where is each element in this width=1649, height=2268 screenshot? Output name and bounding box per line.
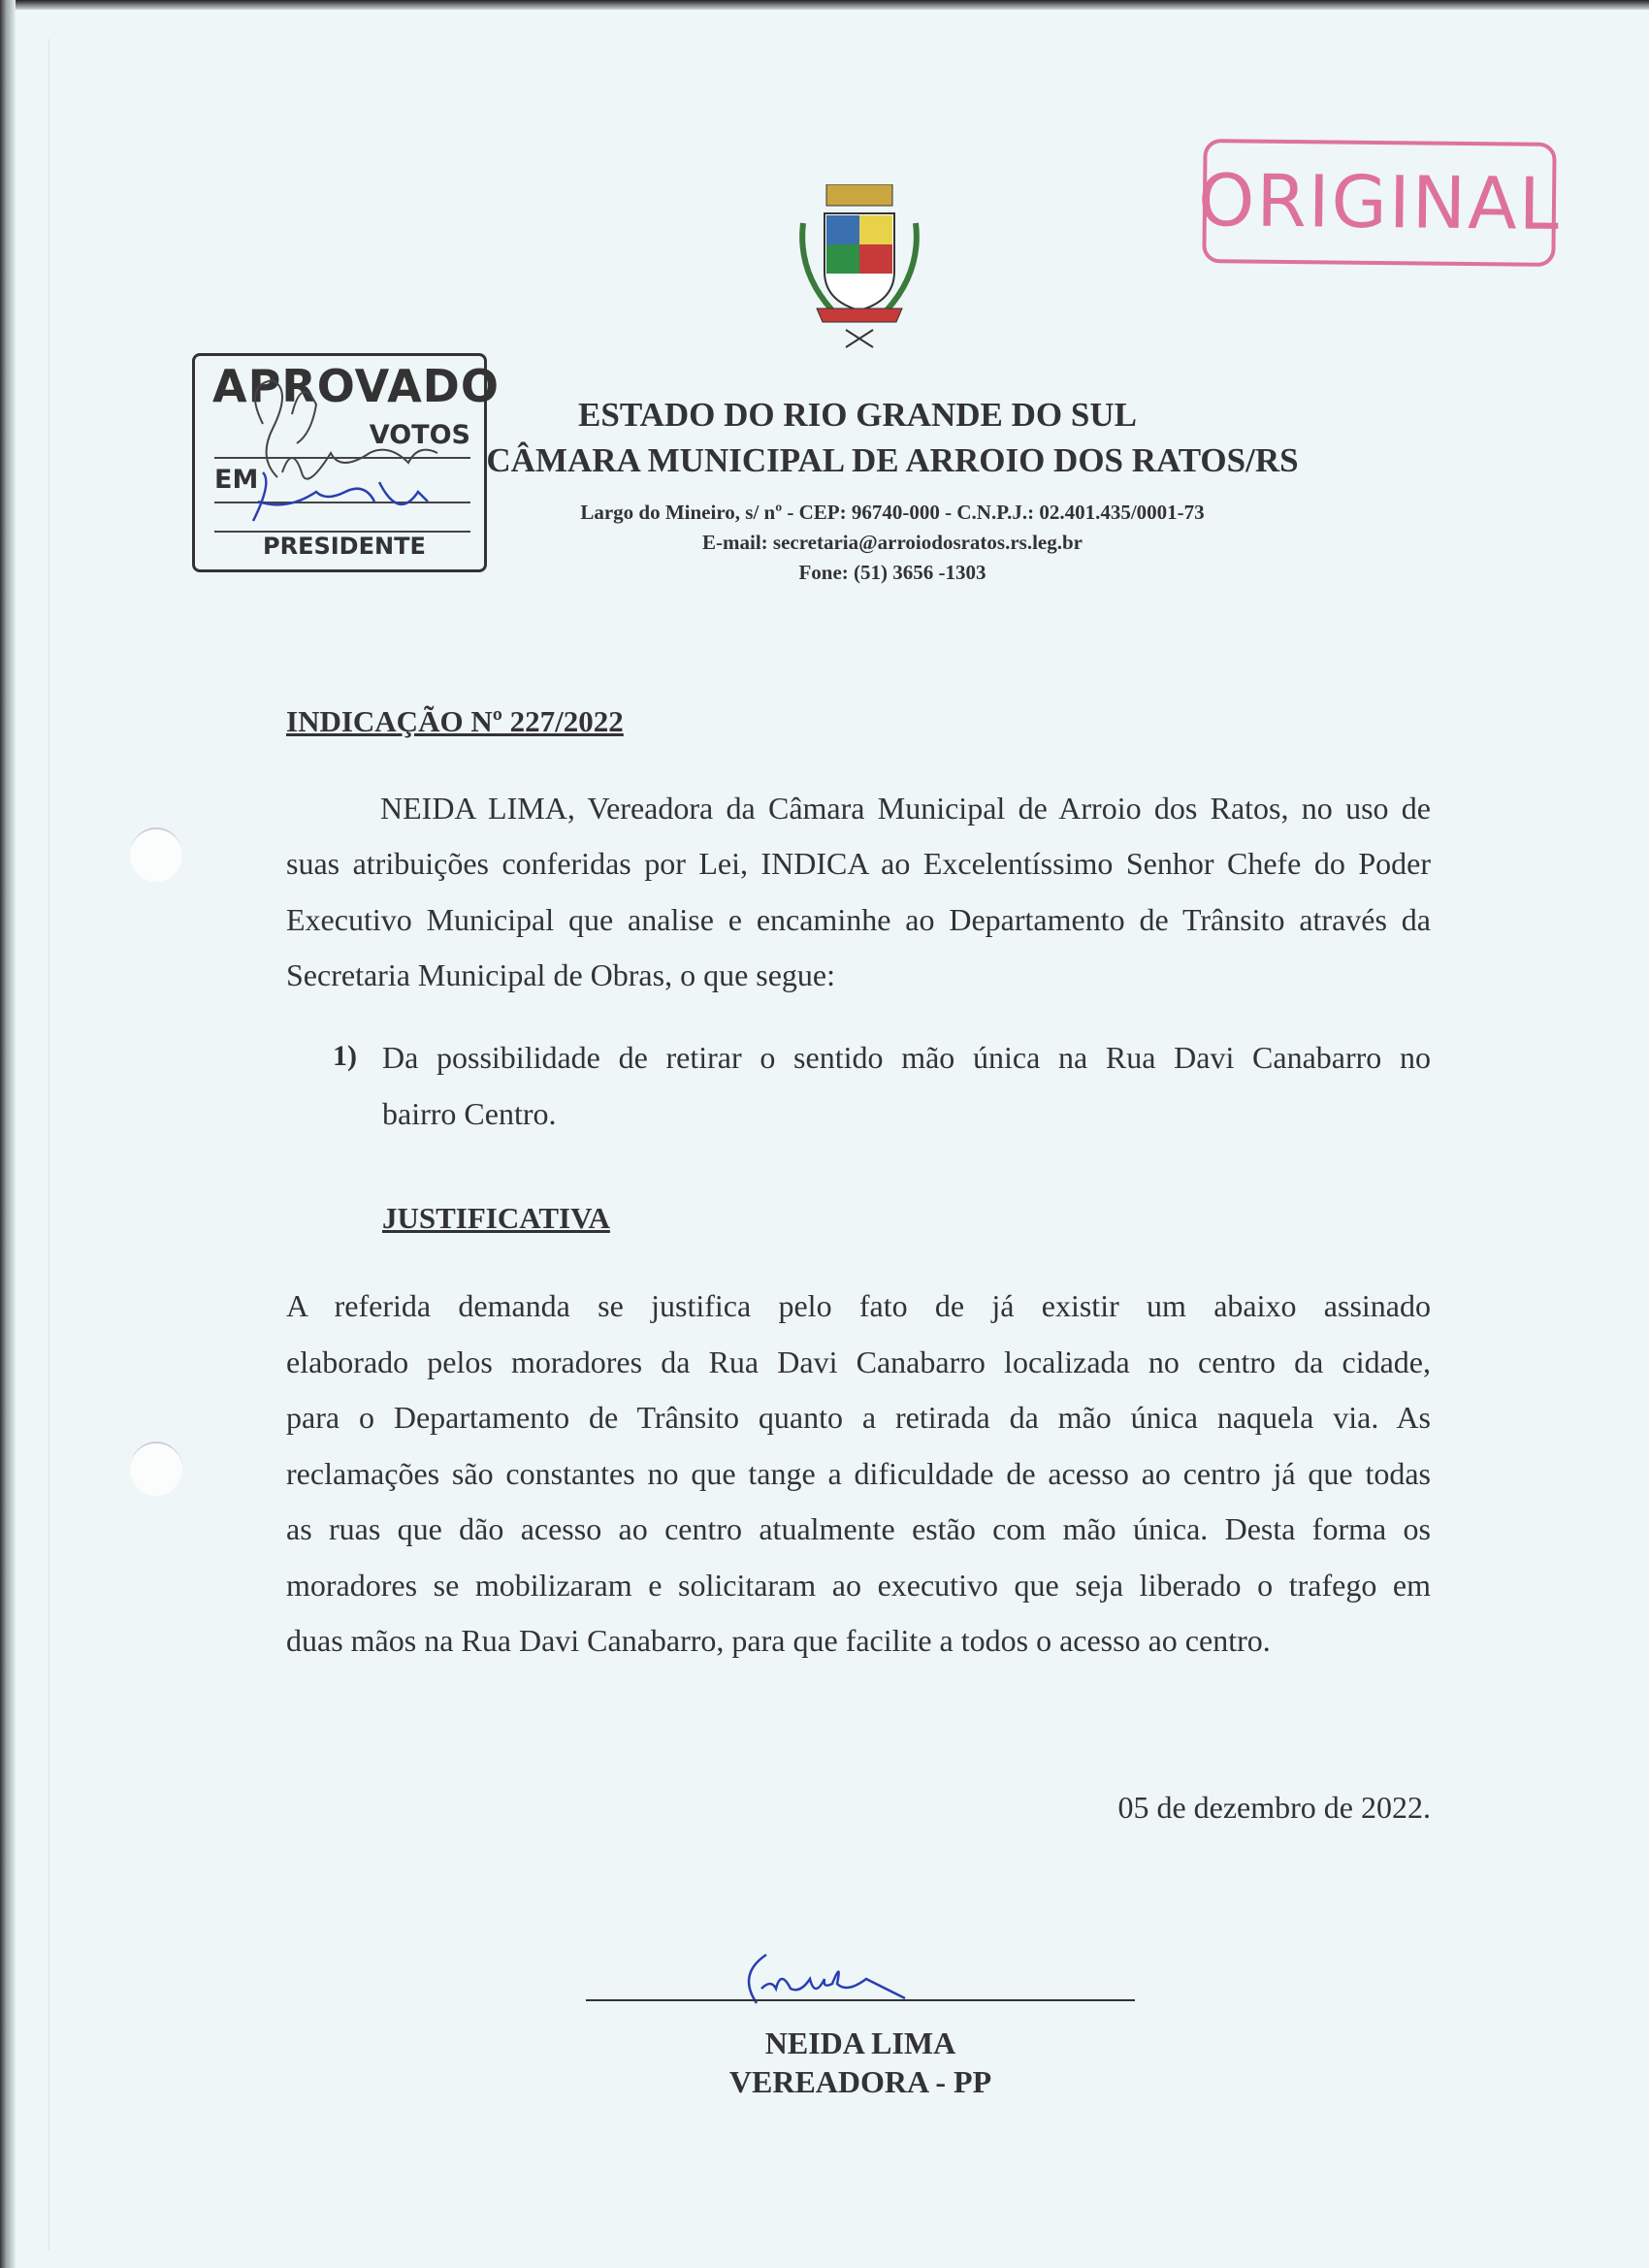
justification-line: moradores se mobilizaram e solicitaram ao executivo que seja liberado o trafego em <box>286 1568 1431 1603</box>
item-line: Da possibilidade de retirar o sentido mão única na Rua Davi Canabarro no <box>382 1040 1431 1075</box>
intro-line: Secretaria Municipal de Obras, o que segue: <box>286 957 836 992</box>
justification-line: elaborado pelos moradores da Rua Davi Canabarro localizada no centro da cidade, <box>286 1345 1431 1379</box>
original-stamp: ORIGINAL <box>1202 139 1556 267</box>
signature-line <box>586 1999 1135 2001</box>
signer-role: VEREADORA - PP <box>728 2064 992 2099</box>
justification-line: as ruas que dão acesso ao centro atualmente estão com mão única. Desta forma os <box>286 1511 1431 1546</box>
header-chamber: CÂMARA MUNICIPAL DE ARROIO DOS RATOS/RS <box>486 441 1299 479</box>
justification-line: A referida demanda se justifica pelo fato de já existir um abaixo assinado <box>286 1288 1431 1323</box>
justification-line: reclamações são constantes no que tange a dificuldade de acesso ao centro já que todas <box>286 1456 1431 1491</box>
signature-icon <box>737 1935 960 2013</box>
approved-stamp-votes: VOTOS <box>369 420 470 450</box>
approved-stamp-date-label: EM <box>214 465 259 495</box>
header-email: E-mail: secretaria@arroiodosratos.rs.leg.br <box>702 531 1083 554</box>
approved-stamp-title: APROVADO <box>212 360 500 412</box>
intro-line: Executivo Municipal que analise e encaminhe ao Departamento de Trânsito através da <box>286 902 1431 937</box>
header-phone: Fone: (51) 3656 -1303 <box>798 561 986 584</box>
justification-line: duas mãos na Rua Davi Canabarro, para que facilite a todos o acesso ao centro. <box>286 1623 1271 1658</box>
header-address: Largo do Mineiro, s/ nº - CEP: 96740-000 - C.N.P.J.: 02.401.435/0001-73 <box>580 501 1205 524</box>
document-date: 05 de dezembro de 2022. <box>1117 1790 1431 1825</box>
header-state: ESTADO DO RIO GRANDE DO SUL <box>578 396 1137 434</box>
document-title: INDICAÇÃO Nº 227/2022 <box>286 704 624 738</box>
approved-stamp-president: PRESIDENTE <box>263 533 426 560</box>
item-line: bairro Centro. <box>382 1096 557 1131</box>
punch-hole <box>130 827 182 882</box>
justification-line: para o Departamento de Trânsito quanto a retirada da mão única naquela via. As <box>286 1400 1431 1435</box>
scan-left-edge <box>0 0 16 2268</box>
punch-hole <box>130 1442 182 1496</box>
municipal-crest-icon <box>797 184 922 351</box>
page-fold-line <box>48 39 49 2251</box>
scan-top-edge <box>0 0 1649 10</box>
signer-name: NEIDA LIMA <box>764 2025 956 2060</box>
justification-title: JUSTIFICATIVA <box>382 1201 610 1235</box>
intro-line: suas atribuições conferidas por Lei, INDICA ao Excelentíssimo Senhor Chefe do Poder <box>286 846 1431 881</box>
intro-line: NEIDA LIMA, Vereadora da Câmara Municipal de Arroio dos Ratos, no uso de <box>380 791 1431 826</box>
item-number: 1) <box>333 1040 357 1072</box>
